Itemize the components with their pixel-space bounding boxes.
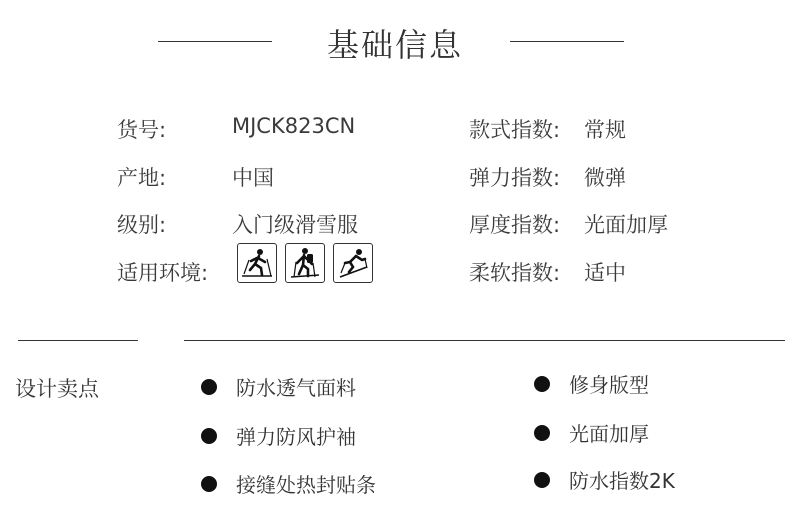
bullet-icon — [534, 472, 550, 488]
value-style-index: 常规 — [584, 118, 626, 142]
feature-item — [534, 465, 675, 494]
value-level: 入门级滑雪服 — [232, 213, 358, 237]
cross-country-ski-icon — [237, 243, 277, 283]
selling-points-title: 设计卖点 — [15, 377, 99, 401]
divider-long — [184, 340, 785, 341]
feature-text: 弹力防风护袖 — [236, 425, 356, 449]
bullet-icon — [201, 476, 217, 492]
feature-item — [201, 469, 376, 498]
feature-item — [534, 418, 649, 447]
label-origin: 产地: — [117, 166, 167, 190]
feature-text: 光面加厚 — [569, 422, 649, 446]
value-thickness-index: 光面加厚 — [584, 213, 668, 237]
title-rule-right — [510, 41, 624, 42]
feature-text: 防水指数2K — [569, 469, 675, 493]
value-origin: 中国 — [232, 166, 274, 190]
label-style-index: 款式指数: — [469, 118, 561, 142]
label-stretch-index: 弹力指数: — [469, 166, 561, 190]
divider-short — [18, 340, 138, 341]
ski-touring-icon — [285, 243, 325, 283]
bullet-icon — [534, 425, 550, 441]
label-item-number: 货号: — [117, 118, 167, 142]
bullet-icon — [201, 379, 217, 395]
feature-item — [201, 421, 356, 450]
feature-item — [201, 372, 356, 401]
downhill-ski-icon — [333, 243, 373, 283]
label-thickness-index: 厚度指数: — [469, 213, 561, 237]
section-title: 基础信息 — [326, 26, 463, 64]
value-item-number: MJCK823CN — [232, 114, 356, 138]
value-softness-index: 适中 — [584, 261, 626, 285]
bullet-icon — [534, 376, 550, 392]
bullet-icon — [201, 428, 217, 444]
feature-text: 接缝处热封贴条 — [236, 473, 376, 497]
feature-text: 修身版型 — [569, 373, 649, 397]
label-softness-index: 柔软指数: — [469, 261, 561, 285]
label-level: 级别: — [117, 213, 167, 237]
label-environment: 适用环境: — [117, 261, 209, 285]
environment-icons — [237, 243, 373, 283]
value-stretch-index: 微弹 — [584, 166, 626, 190]
feature-text: 防水透气面料 — [236, 376, 356, 400]
feature-item — [534, 369, 649, 398]
